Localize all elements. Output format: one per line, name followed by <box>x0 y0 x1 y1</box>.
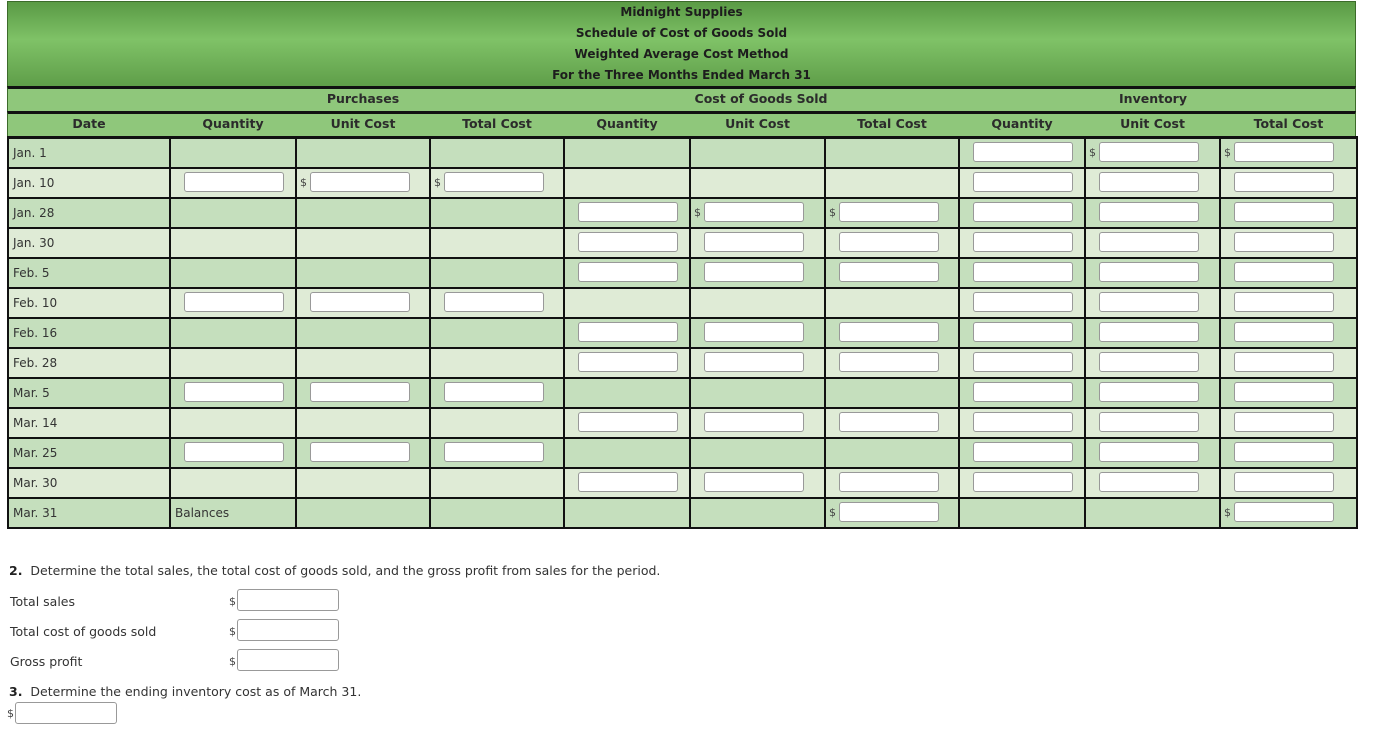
amount-input[interactable] <box>1099 142 1199 162</box>
amount-input[interactable] <box>184 382 284 402</box>
dollar-sign: $ <box>300 176 307 189</box>
amount-input[interactable] <box>839 352 939 372</box>
table-row <box>8 288 1357 318</box>
table-cell <box>690 348 825 378</box>
table-cell <box>170 288 296 318</box>
table-cell <box>959 198 1085 228</box>
table-cell <box>430 288 564 318</box>
gross-profit-label: Gross profit <box>10 654 83 669</box>
dollar-sign: $ <box>434 176 441 189</box>
amount-input[interactable] <box>973 352 1073 372</box>
table-cell <box>564 408 690 438</box>
table-row <box>8 198 1357 228</box>
table-cell <box>430 228 564 258</box>
table-cell <box>296 168 430 198</box>
column-header-3: Total Cost <box>462 116 532 131</box>
table-cell <box>959 138 1085 169</box>
table-cell <box>1220 468 1357 498</box>
amount-input[interactable] <box>1234 292 1334 312</box>
amount-input[interactable] <box>839 262 939 282</box>
table-cell <box>959 348 1085 378</box>
row-date: Mar. 5 <box>8 378 170 408</box>
table-cell <box>959 498 1085 528</box>
period-name: For the Three Months Ended March 31 <box>552 68 811 82</box>
question-3-number: 3. <box>9 684 23 699</box>
table-cell <box>564 228 690 258</box>
table-cell <box>296 438 430 468</box>
table-row <box>8 138 1357 169</box>
table-cell <box>564 348 690 378</box>
table-cell <box>690 228 825 258</box>
column-header-1: Quantity <box>202 116 264 131</box>
table-cell <box>1220 258 1357 288</box>
table-cell <box>825 168 959 198</box>
table-cell <box>170 378 296 408</box>
amount-input[interactable] <box>1234 382 1334 402</box>
amount-input[interactable] <box>310 442 410 462</box>
table-cell <box>296 138 430 169</box>
company-name: Midnight Supplies <box>620 5 743 19</box>
table-row <box>8 438 1357 468</box>
table-cell <box>1220 168 1357 198</box>
table-cell <box>170 168 296 198</box>
table-cell <box>430 138 564 169</box>
table-cell <box>825 378 959 408</box>
table-row <box>8 318 1357 348</box>
table-cell <box>690 258 825 288</box>
table-cell <box>296 408 430 438</box>
amount-input[interactable] <box>973 322 1073 342</box>
table-cell <box>430 468 564 498</box>
table-cell <box>825 138 959 169</box>
table-row <box>8 468 1357 498</box>
table-cell <box>170 228 296 258</box>
amount-input[interactable] <box>1234 352 1334 372</box>
question-2-text: Determine the total sales, the total cost of goods sold, and the gross profit from sales for the period. <box>30 563 661 578</box>
amount-input[interactable] <box>578 322 678 342</box>
table-cell <box>564 438 690 468</box>
dollar-sign: $ <box>1224 506 1231 519</box>
table-row <box>8 498 1357 528</box>
amount-input[interactable] <box>1234 172 1334 192</box>
column-header-5: Unit Cost <box>725 116 790 131</box>
amount-input[interactable] <box>578 262 678 282</box>
table-cell <box>959 258 1085 288</box>
table-cell <box>959 318 1085 348</box>
table-cell <box>1085 168 1220 198</box>
table-cell <box>170 438 296 468</box>
row-date: Jan. 1 <box>8 138 170 169</box>
gross-profit-input[interactable] <box>237 649 339 671</box>
table-cell <box>296 498 430 528</box>
table-cell <box>959 288 1085 318</box>
cogs-schedule <box>7 1 1356 529</box>
amount-input[interactable] <box>1099 292 1199 312</box>
column-header-7: Quantity <box>991 116 1053 131</box>
row-date: Feb. 10 <box>8 288 170 318</box>
amount-input[interactable] <box>1234 442 1334 462</box>
amount-input[interactable] <box>839 502 939 522</box>
amount-input[interactable] <box>839 412 939 432</box>
dollar-sign: $ <box>1089 146 1096 159</box>
method-name: Weighted Average Cost Method <box>574 47 789 61</box>
table-cell <box>170 258 296 288</box>
amount-input[interactable] <box>973 262 1073 282</box>
table-cell <box>959 438 1085 468</box>
row-date: Jan. 10 <box>8 168 170 198</box>
table-cell <box>825 198 959 228</box>
amount-input[interactable] <box>310 292 410 312</box>
table-cell <box>1085 138 1220 169</box>
table-row <box>8 348 1357 378</box>
amount-input[interactable] <box>704 472 804 492</box>
table-cell <box>430 498 564 528</box>
amount-input[interactable] <box>1234 202 1334 222</box>
row-date: Mar. 25 <box>8 438 170 468</box>
group-purchases: Purchases <box>326 91 400 106</box>
amount-input[interactable] <box>973 232 1073 252</box>
amount-input[interactable] <box>184 292 284 312</box>
table-cell <box>825 408 959 438</box>
table-cell <box>296 228 430 258</box>
table-cell <box>690 288 825 318</box>
dollar-sign: $ <box>829 506 836 519</box>
row-date: Mar. 14 <box>8 408 170 438</box>
amount-input[interactable] <box>973 412 1073 432</box>
amount-input[interactable] <box>1234 472 1334 492</box>
table-cell <box>430 378 564 408</box>
dollar-sign: $ <box>694 206 701 219</box>
table-cell <box>690 468 825 498</box>
amount-input[interactable] <box>1099 472 1199 492</box>
amount-input[interactable] <box>310 382 410 402</box>
table-cell <box>959 168 1085 198</box>
row-date: Mar. 30 <box>8 468 170 498</box>
table-cell <box>564 258 690 288</box>
total-sales-input[interactable] <box>237 589 339 611</box>
table-cell <box>564 168 690 198</box>
amount-input[interactable] <box>973 442 1073 462</box>
group-inventory: Inventory <box>1119 91 1187 106</box>
table-cell <box>825 228 959 258</box>
table-cell <box>1085 378 1220 408</box>
table-cell <box>1085 318 1220 348</box>
amount-input[interactable] <box>1234 502 1334 522</box>
table-cell <box>296 378 430 408</box>
table-cell <box>690 408 825 438</box>
amount-input[interactable] <box>839 232 939 252</box>
table-row <box>8 258 1357 288</box>
table-cell <box>430 408 564 438</box>
column-header-8: Unit Cost <box>1120 116 1185 131</box>
column-header-2: Unit Cost <box>330 116 396 131</box>
table-row <box>8 228 1357 258</box>
dollar-sign: $ <box>7 707 14 720</box>
amount-input[interactable] <box>973 292 1073 312</box>
table-cell <box>1220 348 1357 378</box>
table-cell <box>1085 228 1220 258</box>
amount-input[interactable] <box>184 172 284 192</box>
amount-input[interactable] <box>704 262 804 282</box>
table-cell <box>564 318 690 348</box>
table-cell <box>296 348 430 378</box>
table-cell <box>825 438 959 468</box>
question-2 <box>9 563 660 578</box>
table-cell <box>825 288 959 318</box>
amount-input[interactable] <box>1234 232 1334 252</box>
table-row <box>8 408 1357 438</box>
schedule-table <box>7 136 1358 529</box>
amount-input[interactable] <box>704 202 804 222</box>
question-2-number: 2. <box>9 563 23 578</box>
table-cell <box>825 498 959 528</box>
amount-input[interactable] <box>839 202 939 222</box>
amount-input[interactable] <box>839 322 939 342</box>
table-cell <box>564 378 690 408</box>
amount-input[interactable] <box>1099 382 1199 402</box>
table-cell <box>690 438 825 468</box>
amount-input[interactable] <box>973 172 1073 192</box>
question-3-text: Determine the ending inventory cost as of March 31. <box>30 684 362 699</box>
table-cell <box>1085 498 1220 528</box>
amount-input[interactable] <box>704 232 804 252</box>
table-cell <box>1220 228 1357 258</box>
ending-inventory-input[interactable] <box>15 702 117 724</box>
table-cell <box>1085 468 1220 498</box>
table-cell <box>690 198 825 228</box>
amount-input[interactable] <box>578 352 678 372</box>
table-cell <box>690 498 825 528</box>
table-cell <box>690 168 825 198</box>
amount-input[interactable] <box>973 472 1073 492</box>
row-date: Mar. 31 <box>8 498 170 528</box>
amount-input[interactable] <box>704 352 804 372</box>
table-cell <box>1220 408 1357 438</box>
dollar-sign: $ <box>229 595 236 608</box>
amount-input[interactable] <box>1234 142 1334 162</box>
group-cogs: Cost of Goods Sold <box>694 91 828 106</box>
table-row <box>8 378 1357 408</box>
table-row <box>8 168 1357 198</box>
table-cell <box>430 318 564 348</box>
table-cell <box>1220 438 1357 468</box>
table-cell <box>296 318 430 348</box>
amount-input[interactable] <box>578 202 678 222</box>
amount-input[interactable] <box>1234 412 1334 432</box>
total-cogs-label: Total cost of goods sold <box>10 624 157 639</box>
amount-input[interactable] <box>310 172 410 192</box>
amount-input[interactable] <box>1099 172 1199 192</box>
table-cell <box>170 318 296 348</box>
amount-input[interactable] <box>973 142 1073 162</box>
table-cell <box>296 288 430 318</box>
table-cell <box>1220 498 1357 528</box>
table-cell <box>564 138 690 169</box>
amount-input[interactable] <box>1099 262 1199 282</box>
table-cell <box>825 468 959 498</box>
table-cell <box>690 138 825 169</box>
table-cell <box>296 258 430 288</box>
amount-input[interactable] <box>1099 202 1199 222</box>
table-cell <box>170 408 296 438</box>
table-cell <box>564 198 690 228</box>
total-cogs-input[interactable] <box>237 619 339 641</box>
group-header-row <box>7 86 1356 111</box>
table-cell <box>564 498 690 528</box>
schedule-title-block <box>7 1 1356 86</box>
table-cell <box>825 348 959 378</box>
table-cell <box>170 468 296 498</box>
table-cell <box>430 438 564 468</box>
dollar-sign: $ <box>1224 146 1231 159</box>
amount-input[interactable] <box>1234 262 1334 282</box>
table-cell <box>825 318 959 348</box>
amount-input[interactable] <box>578 232 678 252</box>
table-cell <box>564 468 690 498</box>
row-date: Jan. 30 <box>8 228 170 258</box>
table-cell <box>170 348 296 378</box>
table-cell <box>430 168 564 198</box>
table-cell <box>1220 318 1357 348</box>
row-date: Feb. 28 <box>8 348 170 378</box>
amount-input[interactable] <box>704 322 804 342</box>
amount-input[interactable] <box>444 292 544 312</box>
table-cell <box>170 198 296 228</box>
dollar-sign: $ <box>829 206 836 219</box>
balances-label: Balances <box>170 498 296 528</box>
table-cell <box>1085 438 1220 468</box>
amount-input[interactable] <box>973 202 1073 222</box>
table-cell <box>1220 288 1357 318</box>
column-header-9: Total Cost <box>1253 116 1324 131</box>
table-cell <box>1085 258 1220 288</box>
table-cell <box>1220 138 1357 169</box>
column-header-row <box>7 111 1356 136</box>
amount-input[interactable] <box>1099 352 1199 372</box>
row-date: Feb. 5 <box>8 258 170 288</box>
amount-input[interactable] <box>578 472 678 492</box>
column-header-4: Quantity <box>596 116 658 131</box>
table-cell <box>296 198 430 228</box>
amount-input[interactable] <box>1099 322 1199 342</box>
table-cell <box>170 138 296 169</box>
table-cell <box>690 378 825 408</box>
table-cell <box>959 468 1085 498</box>
table-cell <box>1220 378 1357 408</box>
table-cell <box>430 258 564 288</box>
amount-input[interactable] <box>1234 322 1334 342</box>
dollar-sign: $ <box>229 625 236 638</box>
amount-input[interactable] <box>839 472 939 492</box>
dollar-sign: $ <box>229 655 236 668</box>
amount-input[interactable] <box>444 172 544 192</box>
amount-input[interactable] <box>578 412 678 432</box>
table-cell <box>296 468 430 498</box>
question-3 <box>9 684 361 699</box>
table-cell <box>959 228 1085 258</box>
schedule-name: Schedule of Cost of Goods Sold <box>575 26 788 40</box>
amount-input[interactable] <box>1099 232 1199 252</box>
table-cell <box>1085 198 1220 228</box>
column-header-0: Date <box>72 116 106 131</box>
table-cell <box>1085 348 1220 378</box>
table-cell <box>825 258 959 288</box>
column-header-6: Total Cost <box>857 116 927 131</box>
table-cell <box>430 198 564 228</box>
amount-input[interactable] <box>1099 442 1199 462</box>
amount-input[interactable] <box>444 442 544 462</box>
row-date: Feb. 16 <box>8 318 170 348</box>
table-cell <box>1085 288 1220 318</box>
amount-input[interactable] <box>1099 412 1199 432</box>
table-cell <box>690 318 825 348</box>
amount-input[interactable] <box>444 382 544 402</box>
total-sales-label: Total sales <box>10 594 76 609</box>
table-cell <box>564 288 690 318</box>
amount-input[interactable] <box>973 382 1073 402</box>
amount-input[interactable] <box>184 442 284 462</box>
table-cell <box>959 408 1085 438</box>
table-cell <box>959 378 1085 408</box>
row-date: Jan. 28 <box>8 198 170 228</box>
table-cell <box>1220 198 1357 228</box>
amount-input[interactable] <box>704 412 804 432</box>
table-cell <box>1085 408 1220 438</box>
table-cell <box>430 348 564 378</box>
